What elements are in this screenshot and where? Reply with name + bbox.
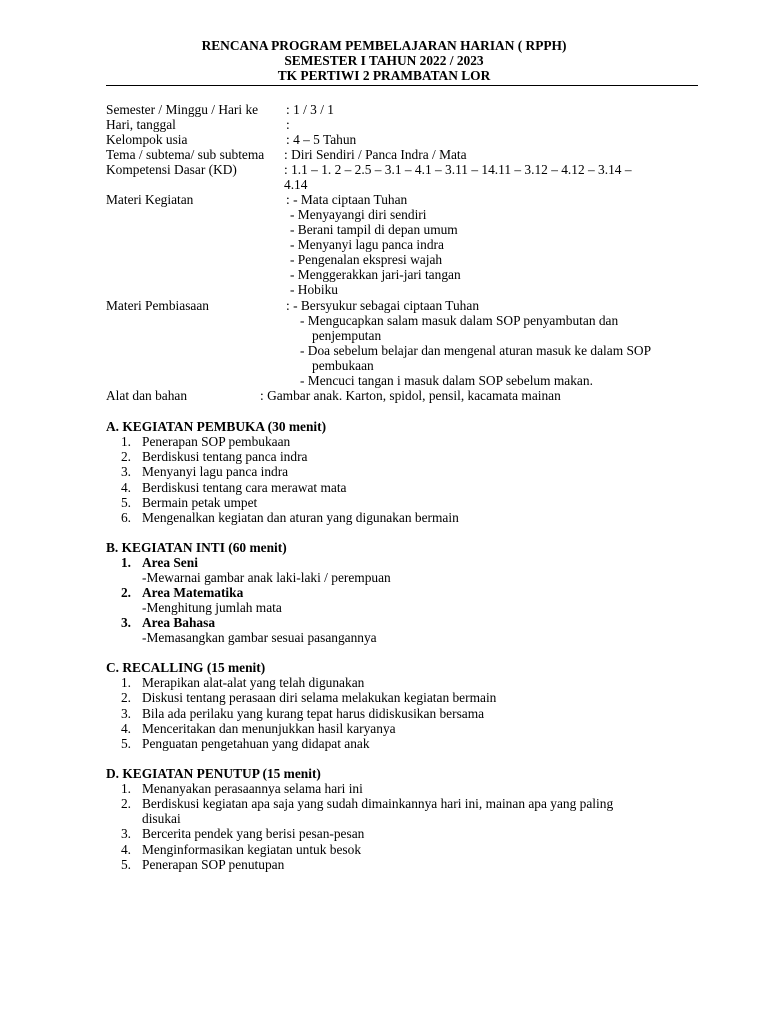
info-tema [106,147,467,162]
info-label: Kompetensi Dasar (KD) [106,162,237,177]
area-desc: -Mewarnai gambar anak laki-laki / perempuan [142,570,391,585]
list-number: 2. [120,585,131,600]
list-number: 2. [120,449,131,464]
area-desc: -Menghitung jumlah mata [142,600,282,615]
info-label: Tema / subtema/ sub subtema [106,147,265,162]
header-divider [106,85,698,86]
materi-item: : - Mata ciptaan Tuhan [286,192,408,207]
area-title: Area Matematika [142,585,244,600]
list-item: Menceritakan dan menunjukkan hasil karyanya [142,721,396,736]
list-number: 4. [120,721,131,736]
info-value: : 1 / 3 / 1 [286,102,334,117]
materi-item: - Menyanyi lagu panca indra [290,237,444,252]
list-number: 3. [120,464,131,479]
info-label: Materi Pembiasaan [106,298,209,313]
pembiasaan-item: - Mengucapkan salam masuk dalam SOP penyambutan dan [300,313,619,328]
list-item: Mengenalkan kegiatan dan aturan yang digunakan bermain [142,510,459,525]
pembiasaan-item: - Doa sebelum belajar dan mengenal aturan masuk ke dalam SOP [300,343,652,358]
list-item: Penerapan SOP pembukaan [142,434,291,449]
info-usia [106,132,357,147]
info-value: 4.14 [284,177,308,192]
list-number: 6. [120,510,131,525]
list-item: Berdiskusi kegiatan apa saja yang sudah dimainkannya hari ini, mainan apa yang paling [142,796,614,811]
list-item: Merapikan alat-alat yang telah digunakan [142,675,365,690]
info-value: : 4 – 5 Tahun [286,132,357,147]
list-item: Bermain petak umpet [142,495,258,510]
list-item: Penguatan pengetahuan yang didapat anak [142,736,370,751]
info-materi [106,192,408,207]
header-title: RENCANA PROGRAM PEMBELAJARAN HARIAN ( RPPH) [201,38,567,53]
materi-item: - Hobiku [290,282,338,297]
pembiasaan-item: - Mencuci tangan i masuk dalam SOP sebelum makan. [300,373,593,388]
list-number: 3. [120,706,131,721]
area-desc: -Memasangkan gambar sesuai pasangannya [142,630,377,645]
list-item: Menginformasikan kegiatan untuk besok [142,842,362,857]
info-value: : 1.1 – 1. 2 – 2.5 – 3.1 – 4.1 – 3.11 – 14.11 – 3.12 – 4.12 – 3.14 – [284,162,632,177]
list-number: 4. [120,842,131,857]
info-label: Alat dan bahan [106,388,188,403]
info-label: Semester / Minggu / Hari ke [106,102,259,117]
list-number: 2. [120,690,131,705]
area-title: Area Bahasa [142,615,216,630]
list-item: Diskusi tentang perasaan diri selama melakukan kegiatan bermain [142,690,497,705]
list-item: Berdiskusi tentang panca indra [142,449,308,464]
info-pembiasaan [106,298,480,313]
info-label: Hari, tanggal [106,117,176,132]
area-title: Area Seni [142,555,198,570]
section-title: A. KEGIATAN PEMBUKA (30 menit) [106,419,327,434]
list-number: 1. [120,434,131,449]
info-hari [106,117,290,132]
list-number: 5. [120,736,131,751]
header-school: TK PERTIWI 2 PRAMBATAN LOR [277,68,491,83]
info-alat [106,388,561,403]
info-value: : Gambar anak. Karton, spidol, pensil, kacamata mainan [260,388,561,403]
pembiasaan-item: : - Bersyukur sebagai ciptaan Tuhan [286,298,480,313]
list-number: 5. [120,495,131,510]
info-semester [106,102,334,117]
list-number: 1. [120,675,131,690]
materi-item: - Menggerakkan jari-jari tangan [290,267,461,282]
info-kd [106,162,632,177]
info-value: : Diri Sendiri / Panca Indra / Mata [284,147,467,162]
list-item: Menanyakan perasaannya selama hari ini [142,781,363,796]
materi-item: - Pengenalan ekspresi wajah [290,252,443,267]
list-item: Berdiskusi tentang cara merawat mata [142,480,347,495]
list-number: 1. [120,555,131,570]
list-number: 2. [120,796,131,811]
pembiasaan-item: penjemputan [312,328,382,343]
section-title: C. RECALLING (15 menit) [106,660,266,675]
materi-item: - Berani tampil di depan umum [290,222,458,237]
list-number: 3. [120,826,131,841]
list-number: 4. [120,480,131,495]
info-label: Materi Kegiatan [106,192,194,207]
info-label: Kelompok usia [106,132,188,147]
info-value: : [286,117,290,132]
pembiasaan-item: pembukaan [312,358,374,373]
list-item: Menyanyi lagu panca indra [142,464,289,479]
document-header [0,38,768,83]
list-number: 1. [120,781,131,796]
section-title: D. KEGIATAN PENUTUP (15 menit) [106,766,321,781]
list-item: Bercerita pendek yang berisi pesan-pesan [142,826,365,841]
materi-item: - Menyayangi diri sendiri [290,207,427,222]
list-item-cont: disukai [142,811,181,826]
section-title: B. KEGIATAN INTI (60 menit) [106,540,287,555]
list-item: Penerapan SOP penutupan [142,857,285,872]
list-number: 5. [120,857,131,872]
list-item: Bila ada perilaku yang kurang tepat harus didiskusikan bersama [142,706,485,721]
list-number: 3. [120,615,131,630]
header-semester: SEMESTER I TAHUN 2022 / 2023 [284,53,484,68]
